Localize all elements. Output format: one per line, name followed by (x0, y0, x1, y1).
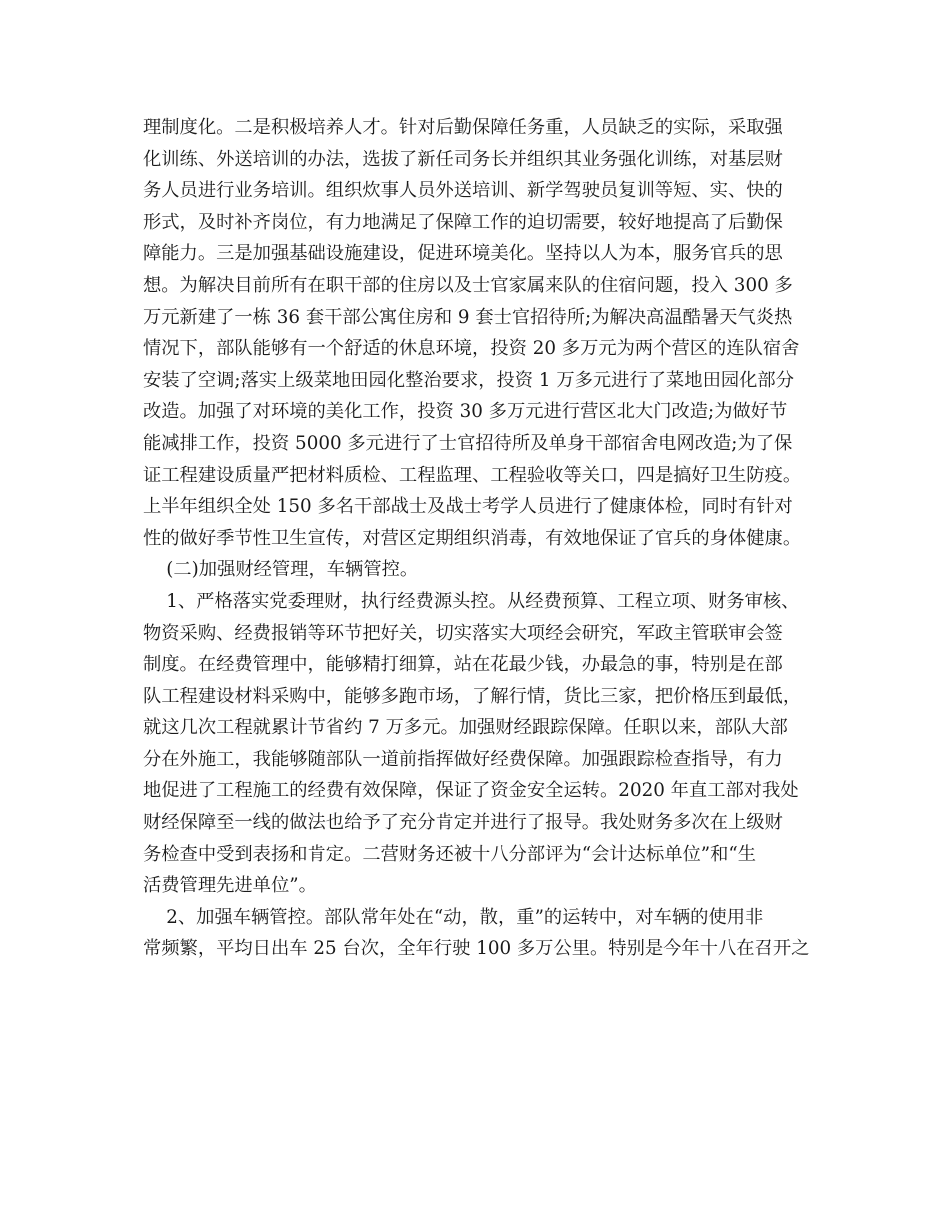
paragraph-first-line: 1、严格落实党委理财，执行经费源头控。从经费预算、工程立项、财务审核、 (143, 590, 800, 612)
text-line: 化训练、外送培训的办法，选拔了新任司务长并组织其业务强化训练，对基层财 (143, 148, 783, 170)
text-line: 地促进了工程施工的经费有效保障，保证了资金安全运转。2020 年直工部对我处 (143, 780, 799, 802)
text-line: 安装了空调;落实上级菜地田园化整治要求，投资 1 万多元进行了菜地田园化部分 (143, 369, 794, 391)
text-line: 能减排工作，投资 5000 多元进行了士官招待所及单身干部宿舍电网改造;为了保 (143, 432, 793, 454)
text-line: 制度。在经费管理中，能够精打细算，站在花最少钱，办最急的事，特别是在部 (143, 654, 783, 676)
text-line: 队工程建设材料采购中，能够多跑市场，了解行情，货比三家，把价格压到最低， (143, 685, 802, 707)
text-line: 活费管理先进单位”。 (143, 875, 317, 897)
text-line: 形式，及时补齐岗位，有力地满足了保障工作的迫切需要，较好地提高了后勤保 (143, 211, 783, 233)
text-line: 上半年组织全处 150 多名干部战士及战士考学人员进行了健康体检，同时有针对 (143, 496, 793, 518)
text-line: 障能力。三是加强基础设施建设，促进环境美化。坚持以人为本，服务官兵的思 (143, 243, 783, 265)
text-line: 想。为解决目前所有在职干部的住房以及士官家属来队的住宿问题，投入 300 多 (143, 274, 793, 296)
text-line: 务人员进行业务培训。组织炊事人员外送培训、新学驾驶员复训等短、实、快的 (143, 180, 783, 202)
text-line: 性的做好季节性卫生宣传，对营区定期组织消毒，有效地保证了官兵的身体健康。 (143, 527, 802, 549)
text-line: 就这几次工程就累计节省约 7 万多元。加强财经跟踪保障。任职以来，部队大部 (143, 717, 788, 739)
text-line: 情况下，部队能够有一个舒适的休息环境，投资 20 多万元为两个营区的连队宿舍 (143, 338, 800, 360)
text-line: 万元新建了一栋 36 套干部公寓住房和 9 套士官招待所;为解决高温酷暑天气炎热 (143, 306, 793, 328)
text-line: 理制度化。二是积极培养人才。针对后勤保障任务重，人员缺乏的实际，采取强 (143, 117, 783, 138)
text-line: 改造。加强了对环境的美化工作，投资 30 多万元进行营区北大门改造;为做好节 (143, 401, 788, 423)
text-line: 分在外施工，我能够随部队一道前指挥做好经费保障。加强跟踪检查指导，有力 (143, 748, 783, 770)
text-line: 物资采购、经费报销等环节把好关，切实落实大项经会研究，军政主管联审会签 (143, 622, 783, 644)
paragraph-first-line: 2、加强车辆管控。部队常年处在“动，散，重”的运转中，对车辆的使用非 (143, 906, 764, 928)
section-heading: (二)加强财经管理，车辆管控。 (143, 559, 419, 581)
text-line: 证工程建设质量严把材料质检、工程监理、工程验收等关口，四是搞好卫生防疫。 (143, 464, 802, 486)
text-line: 财经保障至一线的做法也给予了充分肯定并进行了报导。我处财务多次在上级财 (143, 812, 783, 834)
text-line: 常频繁，平均日出车 25 台次，全年行驶 100 多万公里。特别是今年十八在召开之 (143, 938, 810, 960)
text-line: 务检查中受到表扬和肯定。二营财务还被十八分部评为“会计达标单位”和“生 (143, 843, 757, 865)
document-body (143, 112, 823, 965)
